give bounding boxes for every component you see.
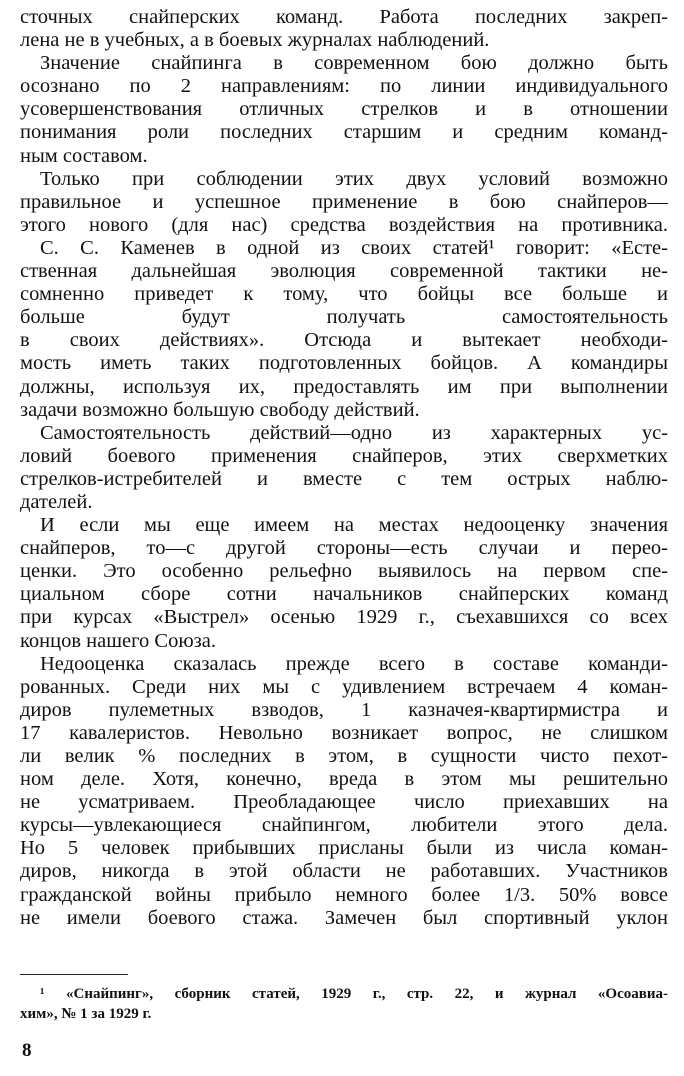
body-text xyxy=(20,6,668,930)
text-line: концов нашего Союза. xyxy=(20,629,216,652)
text-line: ценки. Это особенно рельефно выявилось на первом спе- xyxy=(20,560,668,583)
text-line: не имели боевого стажа. Замечен был спортивный уклон xyxy=(20,906,668,929)
text-line: понимания роли последних старшим и средним команд- xyxy=(20,121,668,144)
text-line: лена не в учебных, а в боевых журналах наблюдений. xyxy=(20,29,490,52)
text-line: снайперов, то—с другой стороны—есть случаи и перео- xyxy=(20,537,668,560)
text-line: Только при соблюдении этих двух условий возможно xyxy=(40,167,668,190)
text-line: этого нового (для нас) средства воздействия на противника. xyxy=(20,213,668,236)
footnote-divider xyxy=(20,974,128,975)
text-line: гражданской войны прибыло немного более 1/3. 50% вовсе xyxy=(20,883,668,906)
text-line: правильное и успешное применение в бою снайперов— xyxy=(20,190,668,213)
text-line: Недооценка сказалась прежде всего в составе команди- xyxy=(40,652,668,675)
text-line: циальном сборе сотни начальников снайперских команд xyxy=(20,583,668,606)
text-line: И если мы еще имеем на местах недооценку значения xyxy=(40,514,668,537)
text-line: диров пулеметных взводов, 1 казначея-квартирмистра и xyxy=(20,698,668,721)
text-line: курсы—увлекающиеся снайпингом, любители этого дела. xyxy=(20,814,668,837)
text-line: рованных. Среди них мы с удивлением встречаем 4 коман- xyxy=(20,675,668,698)
text-line: ном деле. Хотя, конечно, вреда в этом мы решительно xyxy=(20,768,668,791)
text-line: ловий боевого применения снайперов, этих сверхметких xyxy=(20,444,668,467)
footnote xyxy=(20,984,668,1024)
text-line: стрелков-истребителей и вместе с тем острых наблю- xyxy=(20,467,668,490)
text-line: задачи возможно большую свободу действий. xyxy=(20,398,420,421)
text-line: 17 кавалеристов. Невольно возникает вопрос, не слишком xyxy=(20,721,668,744)
text-line: в своих действиях». Отсюда и вытекает необходи- xyxy=(20,329,668,352)
text-line: сточных снайперских команд. Работа последних закреп- xyxy=(20,6,668,28)
text-line: усовершенствования отличных стрелков и в отношении xyxy=(20,98,668,121)
footnote-line: хим», № 1 за 1929 г. xyxy=(20,1006,152,1022)
text-line: больше будут получать самостоятельность xyxy=(20,306,668,329)
text-line: сомненно приведет к тому, что бойцы все больше и xyxy=(20,283,668,306)
text-line: осознано по 2 направлениям: по линии индивидуального xyxy=(20,75,668,98)
page-number: 8 xyxy=(22,1040,32,1061)
footnote-line: ¹ «Снайпинг», сборник статей, 1929 г., стр. 22, и журнал «Осоавиа- xyxy=(40,986,668,1002)
text-line: ли велик % последних в этом, в сущности чисто пехот- xyxy=(20,745,668,767)
text-line: мость иметь таких подготовленных бойцов. А командиры xyxy=(20,352,668,375)
text-line: должны, используя их, предоставлять им при выполнении xyxy=(20,375,668,398)
text-line: Но 5 человек прибывших присланы были из числа коман- xyxy=(20,837,668,860)
text-line: Самостоятельность действий—одно из характерных ус- xyxy=(40,421,668,444)
text-line: Значение снайпинга в современном бою должно быть xyxy=(40,52,668,75)
text-line: дателей. xyxy=(20,490,93,513)
text-line: не усматриваем. Преобладающее число приехавших на xyxy=(20,791,668,814)
text-line: диров, никогда в этой области не работавших. Участников xyxy=(20,860,668,883)
text-line: при курсах «Выстрел» осенью 1929 г., съехавшихся со всех xyxy=(20,606,668,629)
text-line: ственная дальнейшая эволюция современной тактики не- xyxy=(20,260,668,283)
text-line: С. С. Каменев в одной из своих статей¹ говорит: «Есте- xyxy=(40,236,668,259)
text-line: ным составом. xyxy=(20,144,148,167)
